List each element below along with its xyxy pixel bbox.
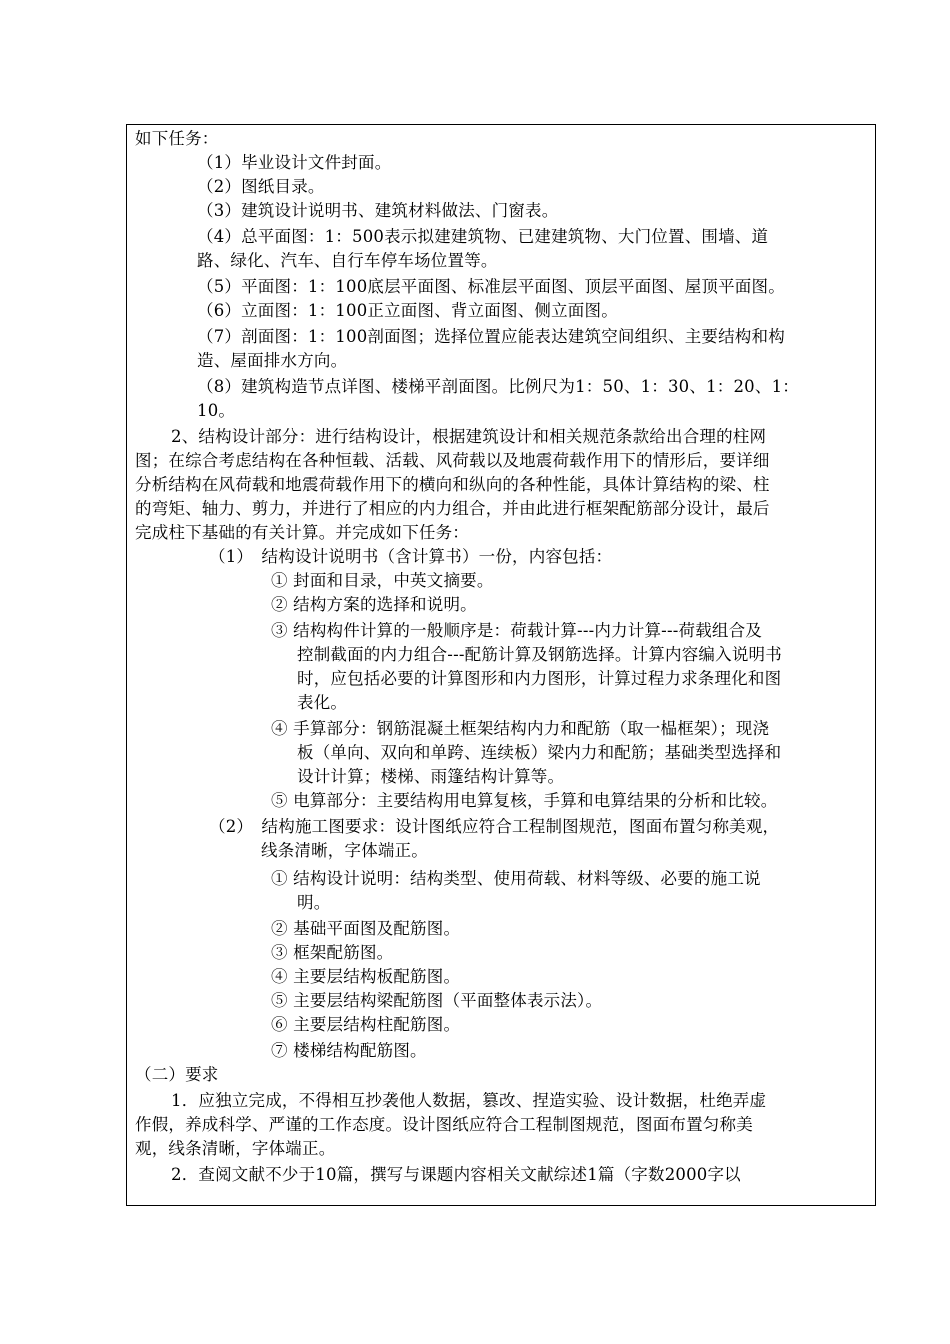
text-line-content: （8）建筑构造节点详图、楼梯平剖面图。比例尺为1：50、1：30、1：20、1：: [197, 377, 799, 396]
text-line-content: 2、结构设计部分：进行结构设计，根据建筑设计和相关规范条款给出合理的柱网: [171, 427, 767, 446]
text-line: [127, 199, 875, 223]
text-line: [127, 965, 875, 989]
text-line-content: 板（单向、双向和单跨、连续板）梁内力和配筋；基础类型选择和: [297, 743, 782, 762]
text-line-content: ④ 手算部分：钢筋混凝土框架结构内力和配筋（取一榀框架）；现浇: [271, 719, 770, 738]
text-line: [127, 545, 875, 569]
text-line: [127, 225, 875, 249]
text-line: [127, 1137, 875, 1161]
text-line-content: ① 结构设计说明：结构类型、使用荷载、材料等级、必要的施工说: [271, 869, 761, 888]
text-line-content: （5）平面图：1：100底层平面图、标准层平面图、顶层平面图、屋顶平面图。: [197, 277, 785, 296]
text-line: [127, 717, 875, 741]
text-line: [127, 399, 875, 423]
text-line-content: （1）毕业设计文件封面。: [197, 153, 392, 172]
text-line: [127, 249, 875, 273]
text-line-content: 的弯矩、轴力、剪力，并进行了相应的内力组合，并由此进行框架配筋部分设计，最后: [135, 499, 770, 518]
text-line-content: 作假，养成科学、严谨的工作态度。设计图纸应符合工程制图规范，图面布置匀称美: [135, 1115, 753, 1134]
text-line-content: （6）立面图：1：100正立面图、背立面图、侧立面图。: [197, 301, 618, 320]
text-line: [127, 175, 875, 199]
text-line: [127, 667, 875, 691]
text-line: [127, 917, 875, 941]
text-line: [127, 989, 875, 1013]
text-line-content: （2）图纸目录。: [197, 177, 325, 196]
text-line: [127, 569, 875, 593]
text-line-content: （7）剖面图：1：100剖面图；选择位置应能表达建筑空间组织、主要结构和构: [197, 327, 785, 346]
text-line-content: 控制截面的内力组合---配筋计算及钢筋选择。计算内容编入说明书: [297, 645, 782, 664]
text-line-content: 观，线条清晰，字体端正。: [135, 1139, 336, 1158]
text-line-content: ④ 主要层结构板配筋图。: [271, 967, 461, 986]
text-line: [127, 349, 875, 373]
text-line-content: 明。: [297, 893, 331, 912]
text-line: [127, 521, 875, 545]
text-line-content: 分析结构在风荷载和地震荷载作用下的横向和纵向的各种性能，具体计算结构的梁、柱: [135, 475, 770, 494]
text-line-content: 时，应包括必要的计算图形和内力图形，计算过程力求条理化和图: [297, 669, 782, 688]
text-line: [127, 425, 875, 449]
text-line: [127, 473, 875, 497]
text-line: [127, 275, 875, 299]
text-line-content: （2） 结构施工图要求：设计图纸应符合工程制图规范，图面布置匀称美观，: [209, 817, 780, 836]
text-line-content: （二）要求: [135, 1065, 219, 1084]
text-line-content: 1．应独立完成，不得相互抄袭他人数据，篡改、捏造实验、设计数据，杜绝弄虚: [171, 1091, 767, 1110]
text-line: [127, 325, 875, 349]
text-line: [127, 741, 875, 765]
text-line: [127, 839, 875, 863]
text-line-content: （4）总平面图：1：500表示拟建建筑物、已建建筑物、大门位置、围墙、道: [197, 227, 769, 246]
text-line-content: ③ 结构构件计算的一般顺序是：荷载计算---内力计算---荷载组合及: [271, 621, 762, 640]
text-line: [127, 449, 875, 473]
text-line: [127, 891, 875, 915]
text-line-content: 造、屋面排水方向。: [197, 351, 348, 370]
text-line-content: 2．查阅文献不少于10篇，撰写与课题内容相关文献综述1篇（字数2000字以: [171, 1165, 741, 1184]
text-line: [127, 497, 875, 521]
text-line: [127, 765, 875, 789]
text-line-content: （1） 结构设计说明书（含计算书）一份，内容包括：: [209, 547, 613, 566]
text-line: [127, 691, 875, 715]
text-line: [127, 593, 875, 617]
text-line: [127, 1113, 875, 1137]
text-line-content: 设计计算；楼梯、雨篷结构计算等。: [297, 767, 565, 786]
text-line: [127, 867, 875, 891]
text-line-content: 10。: [197, 401, 236, 420]
text-line-content: 线条清晰，字体端正。: [261, 841, 428, 860]
text-line: [127, 643, 875, 667]
text-line: [127, 151, 875, 175]
text-line: [127, 1039, 875, 1063]
text-line-content: ⑤ 电算部分：主要结构用电算复核，手算和电算结果的分析和比较。: [271, 791, 778, 810]
text-line: [127, 1089, 875, 1113]
text-line-content: 如下任务：: [135, 129, 219, 148]
text-line-content: （3）建筑设计说明书、建筑材料做法、门窗表。: [197, 201, 559, 220]
text-line-content: ③ 框架配筋图。: [271, 943, 394, 962]
text-line-content: ① 封面和目录，中英文摘要。: [271, 571, 494, 590]
text-line-content: ② 基础平面图及配筋图。: [271, 919, 461, 938]
text-line: [127, 299, 875, 323]
text-line: [127, 941, 875, 965]
text-line-content: 路、绿化、汽车、自行车停车场位置等。: [197, 251, 498, 270]
text-line-content: 完成柱下基础的有关计算。并完成如下任务：: [135, 523, 469, 542]
text-line: [127, 127, 875, 151]
text-line-content: ② 结构方案的选择和说明。: [271, 595, 477, 614]
text-line: [127, 619, 875, 643]
text-line-content: ⑥ 主要层结构柱配筋图。: [271, 1015, 461, 1034]
text-line-content: ⑤ 主要层结构梁配筋图（平面整体表示法）。: [271, 991, 603, 1010]
text-line: [127, 1163, 875, 1187]
text-line: [127, 375, 875, 399]
text-line-content: ⑦ 楼梯结构配筋图。: [271, 1041, 427, 1060]
text-line: [127, 815, 875, 839]
text-line-content: 图；在综合考虑结构在各种恒载、活载、风荷载以及地震荷载作用下的情形后，要详细: [135, 451, 770, 470]
text-line-content: 表化。: [297, 693, 348, 712]
text-line: [127, 789, 875, 813]
text-line: [127, 1063, 875, 1087]
document-table-cell: [126, 124, 876, 1206]
text-line: [127, 1013, 875, 1037]
